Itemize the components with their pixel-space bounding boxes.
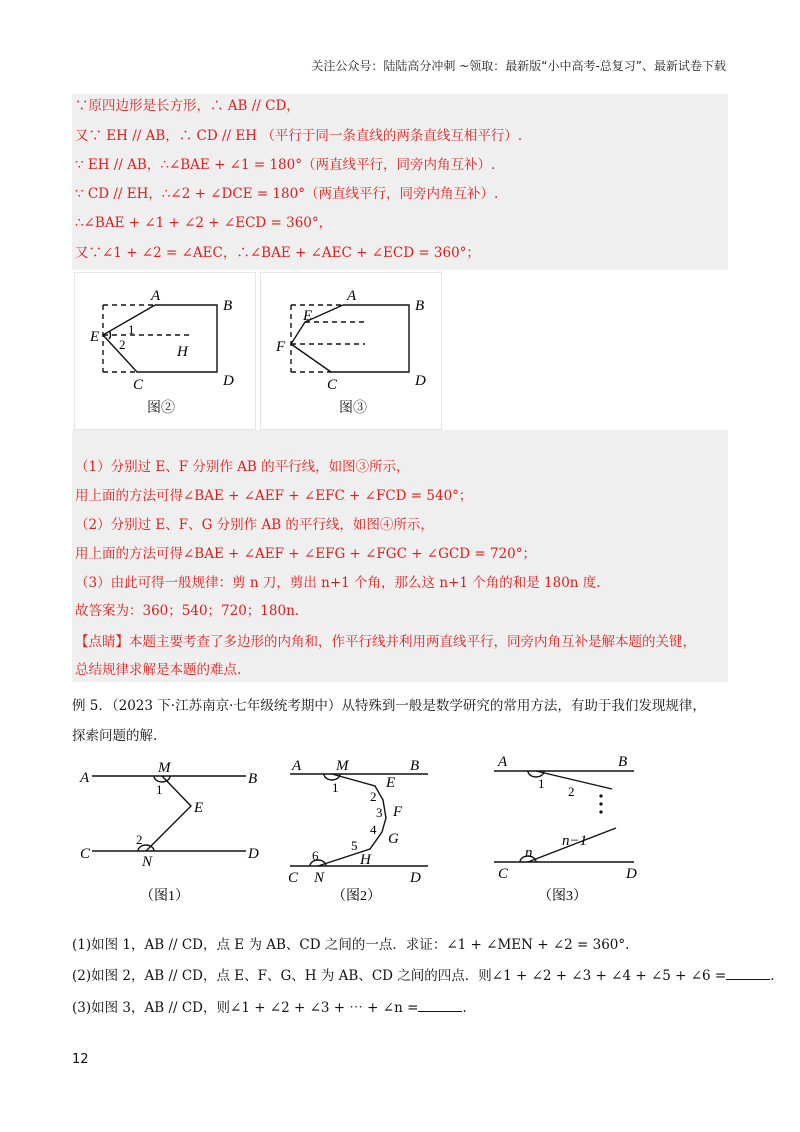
solution-line-5: ∴∠BAE + ∠1 + ∠2 + ∠ECD = 360°， — [75, 215, 333, 231]
fig2-label-2: 2 — [119, 337, 126, 352]
fig3-label-c: C — [327, 377, 338, 393]
fig-e1-label-1: 1 — [156, 782, 163, 797]
fig-e3-label-a: A — [498, 754, 508, 770]
question-1: (1)如图 1，AB // CD，点 E 为 AB、CD 之间的一点．求证：∠1 + ∠MEN + ∠2 = 360°. — [72, 937, 630, 953]
fig-e2-label-6: 6 — [312, 848, 319, 863]
fig-e2-label-b: B — [410, 758, 420, 774]
fig-e2-label-n: N — [314, 870, 325, 886]
fig-e3-dot-2 — [599, 802, 602, 805]
fig2-label-h: H — [177, 344, 188, 360]
fig-e3-label-n: n — [525, 845, 533, 861]
figure-3-box — [260, 272, 442, 430]
fig2-angle-arc — [109, 331, 111, 339]
fig-e1-label-n: N — [142, 854, 153, 870]
fig-e1-label-c: C — [80, 846, 91, 862]
answer-blank-2[interactable] — [726, 967, 770, 980]
example-title-1: 例 5．（2023 下·江苏南京·七年级统考期中）从特殊到一般是数学研究的常用方法，有助于我们发现规律， — [72, 698, 706, 714]
fig-e2-label-e: E — [386, 775, 396, 791]
fig-e1-label-e: E — [194, 800, 204, 816]
fig-e3-label-n-minus-1: n−1 — [562, 833, 588, 849]
fig-e3-label-d: D — [626, 866, 637, 882]
fig-e2-caption: （图2） — [332, 889, 381, 904]
solution-para-2: 用上面的方法可得∠BAE + ∠AEF + ∠EFC + ∠FCD = 540°； — [75, 488, 473, 504]
figure-3-caption: 图③ — [339, 400, 367, 416]
example-title-2: 探索问题的解. — [72, 728, 158, 744]
fig-e2-label-m: M — [336, 758, 349, 774]
fig-e2-label-4: 4 — [370, 822, 377, 837]
fig-e1-label-a: A — [80, 770, 90, 786]
fig-e1-caption: （图1） — [140, 889, 189, 904]
fig-e3-caption: （图3） — [538, 889, 587, 904]
solution-line-2: 又∵ EH // AB，∴ CD // EH （平行于同一条直线的两条直线互相平行）. — [75, 128, 523, 144]
question-3: (3)如图 3，AB // CD，则∠1 + ∠2 + ∠3 + ⋯ + ∠n = . — [72, 1000, 467, 1016]
fig-e2-label-h: H — [360, 852, 371, 868]
fig2-label-c: C — [133, 377, 144, 393]
fig3-label-d: D — [415, 373, 426, 389]
fig-e2-label-2: 2 — [136, 832, 143, 847]
fig-e3-label-1: 1 — [538, 776, 545, 791]
fig-e2-label-3: 3 — [376, 805, 383, 820]
solution-comment-2: 总结规律求解是本题的难点. — [75, 662, 242, 678]
answer-blank-3[interactable] — [418, 999, 462, 1012]
fig-e3-dot-1 — [599, 794, 602, 797]
fig-e2-label-c: C — [288, 870, 299, 886]
fig-e1-path — [146, 776, 191, 851]
fig2-label-d: D — [223, 373, 234, 389]
fig3-label-a: A — [347, 288, 357, 304]
solution-para-5: （3）由此可得一般规律：剪 n 刀，剪出 n+1 个角，那么这 n+1 个角的和是 180n 度. — [75, 575, 601, 591]
fig-e1-label-d: D — [248, 846, 259, 862]
fig-e2-label-5: 5 — [351, 838, 358, 853]
solution-para-4: 用上面的方法可得∠BAE + ∠AEF + ∠EFG + ∠FGC + ∠GCD = 720°； — [75, 546, 536, 562]
page-number: 12 — [72, 1052, 89, 1067]
fig3-label-b: B — [415, 298, 425, 314]
solution-line-6: 又∵∠1 + ∠2 = ∠AEC，∴∠BAE + ∠AEC + ∠ECD = 360°； — [75, 245, 480, 261]
question-2: (2)如图 2，AB // CD，点 E、F、G、H 为 AB、CD 之间的四点．则∠1 + ∠2 + ∠3 + ∠4 + ∠5 + ∠6 = . — [72, 968, 775, 984]
fig-e1-label-b: B — [248, 771, 258, 787]
fig-e2-label-1: 1 — [332, 780, 339, 795]
fig-e3-dot-3 — [599, 810, 602, 813]
fig-e2-label-2: 2 — [370, 789, 377, 804]
example-figures — [70, 748, 730, 908]
fig-e3-label-2: 2 — [568, 784, 575, 799]
fig-e2-label-g: G — [388, 831, 399, 847]
fig2-label-b: B — [223, 298, 233, 314]
solution-para-1: （1）分别过 E、F 分别作 AB 的平行线，如图③所示， — [75, 459, 410, 475]
fig2-label-a: A — [151, 288, 161, 304]
fig-e2-label-d: D — [410, 870, 421, 886]
solution-answer: 故答案为：360；540；720；180n. — [75, 603, 300, 619]
fig3-label-f: F — [276, 339, 286, 355]
fig-e3-label-c: C — [498, 866, 509, 882]
figure-2-caption: 图② — [147, 400, 175, 416]
fig3-label-e: E — [303, 308, 313, 324]
fig-e2-label-f: F — [393, 804, 403, 820]
figure-2-box — [74, 272, 256, 430]
solution-line-4: ∵ CD // EH，∴∠2 + ∠DCE = 180°（两直线平行，同旁内角互补）. — [75, 186, 499, 202]
page-header: 关注公众号：陆陆高分冲刺 ~领取：最新版“小中高考-总复习”、最新试卷下载 — [311, 59, 726, 73]
fig-e1-label-m: M — [158, 760, 171, 776]
solution-line-1: ∵原四边形是长方形，∴ AB // CD， — [75, 98, 300, 114]
solution-line-3: ∵ EH // AB，∴∠BAE + ∠1 = 180°（两直线平行，同旁内角互补）. — [75, 157, 496, 173]
solution-para-3: （2）分别过 E、F、G 分别作 AB 的平行线，如图④所示， — [75, 517, 434, 533]
fig2-label-e: E — [90, 329, 100, 345]
fig-e3-label-b: B — [618, 754, 628, 770]
fig2-label-1: 1 — [128, 322, 135, 337]
solution-comment-1: 【点睛】本题主要考查了多边形的内角和，作平行线并利用两直线平行，同旁内角互补是解本题的关键， — [75, 634, 696, 650]
fig-e2-label-a: A — [292, 758, 302, 774]
